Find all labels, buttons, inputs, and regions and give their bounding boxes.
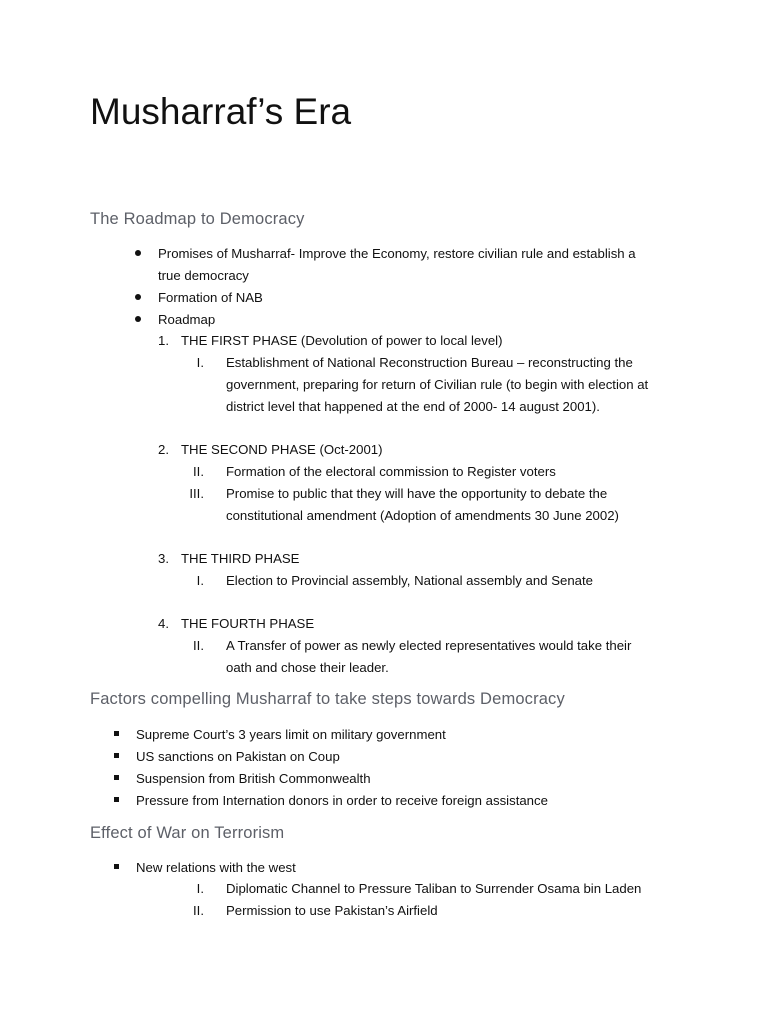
roman-numeral: I. xyxy=(196,881,204,896)
phase4-item-line-2: oath and chose their leader. xyxy=(226,660,389,675)
roman-numeral: II. xyxy=(193,903,204,918)
bullet-dot xyxy=(135,250,141,256)
roman-numeral: II. xyxy=(193,638,204,653)
phase2-item-2-line-1: Promise to public that they will have the opportunity to debate the xyxy=(226,486,608,501)
bullet-square xyxy=(114,731,119,736)
roman-numeral: III. xyxy=(189,486,204,501)
factor-item: Supreme Court’s 3 years limit on military government xyxy=(136,727,446,742)
phase-label-first: THE FIRST PHASE (Devolution of power to local level) xyxy=(181,333,503,348)
bullet-promises-line-2: true democracy xyxy=(158,268,249,283)
bullet-dot xyxy=(135,316,141,322)
phase-label-fourth: THE FOURTH PHASE xyxy=(181,616,315,631)
document-title: Musharraf’s Era xyxy=(90,91,352,132)
phase-number: 1. xyxy=(158,333,169,348)
phase-number: 4. xyxy=(158,616,169,631)
phase-label-third: THE THIRD PHASE xyxy=(181,551,300,566)
effect-subitem: Permission to use Pakistan’s Airfield xyxy=(226,903,438,918)
phase-number: 3. xyxy=(158,551,169,566)
factor-item: Suspension from British Commonwealth xyxy=(136,771,371,786)
phase1-item-line-2: government, preparing for return of Civilian rule (to begin with election at xyxy=(226,377,649,392)
bullet-promises-line-1: Promises of Musharraf- Improve the Economy, restore civilian rule and establish a xyxy=(158,246,636,261)
factor-item: US sanctions on Pakistan on Coup xyxy=(136,749,340,764)
bullet-square xyxy=(114,775,119,780)
phase1-item-line-1: Establishment of National Reconstruction Bureau – reconstructing the xyxy=(226,355,633,370)
bullet-dot xyxy=(135,294,141,300)
section-heading-roadmap: The Roadmap to Democracy xyxy=(90,210,305,228)
phase-label-second: THE SECOND PHASE (Oct-2001) xyxy=(181,442,383,457)
bullet-square xyxy=(114,797,119,802)
roman-numeral: II. xyxy=(193,464,204,479)
effect-item: New relations with the west xyxy=(136,860,296,875)
bullet-nab: Formation of NAB xyxy=(158,290,263,305)
factor-item: Pressure from Internation donors in order to receive foreign assistance xyxy=(136,793,548,808)
bullet-roadmap: Roadmap xyxy=(158,312,216,327)
phase2-item-2-line-2: constitutional amendment (Adoption of amendments 30 June 2002) xyxy=(226,508,619,523)
roman-numeral: I. xyxy=(196,355,204,370)
phase3-item-1: Election to Provincial assembly, National assembly and Senate xyxy=(226,573,593,588)
section-heading-factors: Factors compelling Musharraf to take steps towards Democracy xyxy=(90,690,565,708)
phase4-item-line-1: A Transfer of power as newly elected representatives would take their xyxy=(226,638,632,653)
phase2-item-1: Formation of the electoral commission to Register voters xyxy=(226,464,556,479)
phase-number: 2. xyxy=(158,442,169,457)
effect-subitem: Diplomatic Channel to Pressure Taliban to Surrender Osama bin Laden xyxy=(226,881,642,896)
section-heading-war-on-terrorism: Effect of War on Terrorism xyxy=(90,824,285,842)
bullet-square xyxy=(114,753,119,758)
bullet-square xyxy=(114,864,119,869)
phase1-item-line-3: district level that happened at the end of 2000- 14 august 2001). xyxy=(226,399,600,414)
roman-numeral: I. xyxy=(196,573,204,588)
